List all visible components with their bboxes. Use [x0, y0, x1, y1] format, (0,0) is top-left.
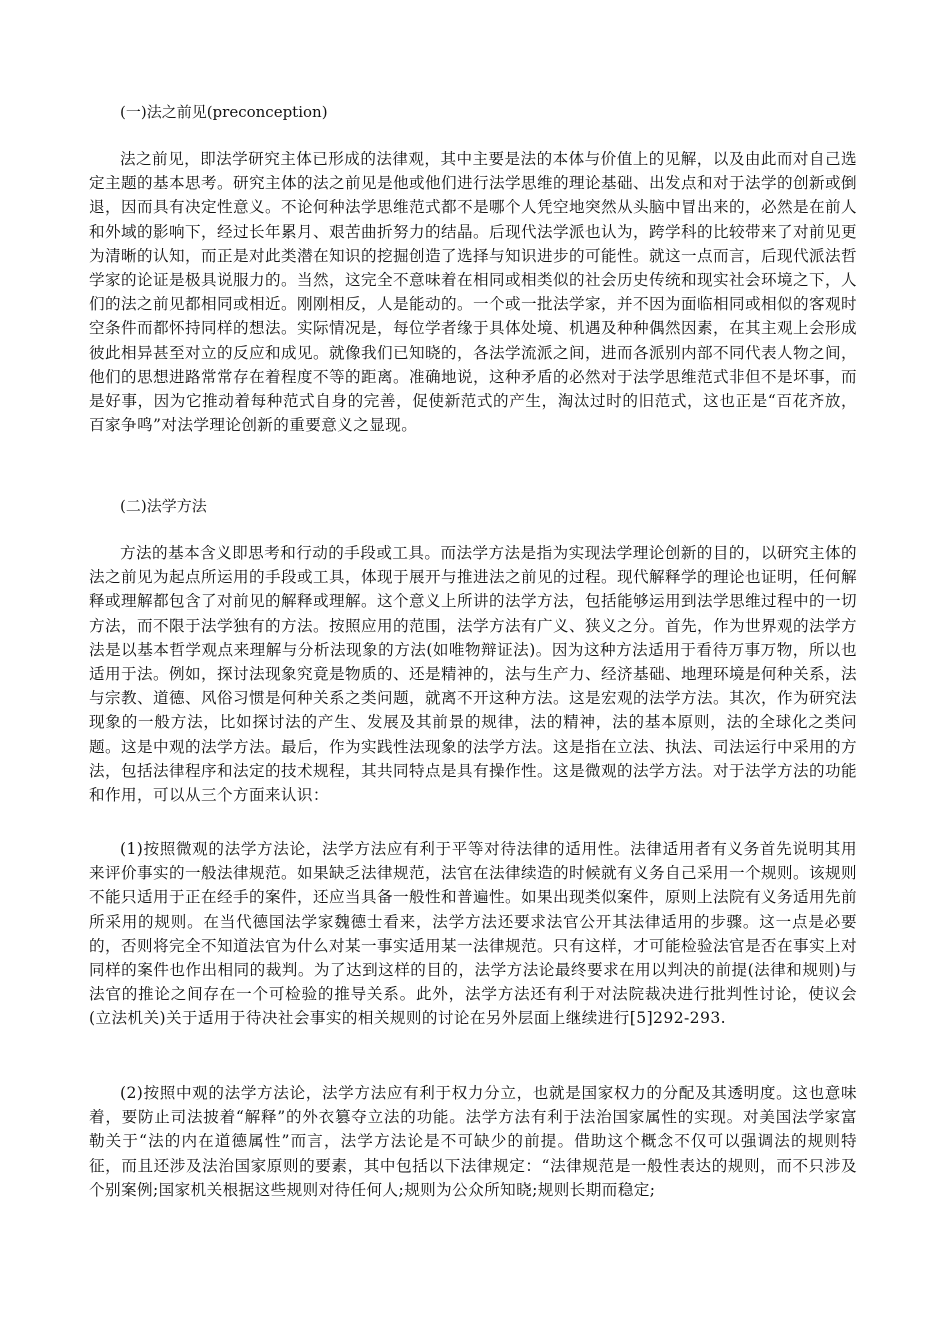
paragraph-meso-method: (2)按照中观的法学方法论，法学方法应有利于权力分立，也就是国家权力的分配及其透明度。这也意味着，要防止司法披着“解释”的外衣篡夺立法的功能。法学方法有利于法治国家属性的实现。对美国法学家富勒关于“法的内在道德属性”而言，法学方法论是不可缺少的前提。借助这个概念不仅可以强调法的规则特征，而且还涉及法治国家原则的要素，其中包括以下法律规定：“法律规范是一般性表达的规则，而不只涉及个别案例;国家机关根据这些规则对待任何人;规则为公众所知晓;规则长期而稳定; [89, 1084, 857, 1199]
paragraph-legal-method: 方法的基本含义即思考和行动的手段或工具。而法学方法是指为实现法学理论创新的目的，以研究主体的法之前见为起点所运用的手段或工具，体现于展开与推进法之前见的过程。现代解释学的理论也证明，任何解释或理解都包含了对前见的解释或理解。这个意义上所讲的法学方法，包括能够运用到法学思维过程中的一切方法，而不限于法学独有的方法。按照应用的范围，法学方法有广义、狭义之分。首先，作为世界观的法学方法是以基本哲学观点来理解与分析法现象的方法(如唯物辩证法)。因为这种方法适用于看待万事万物，所以也适用于法。例如，探讨法现象究竟是物质的、还是精神的，法与生产力、经济基础、地理环境是何种关系，法与宗教、道德、风俗习惯是何种关系之类问题，就离不开这种方法。这是宏观的法学方法。其次，作为研究法现象的一般方法，比如探讨法的产生、发展及其前景的规律，法的精神，法的基本原则，法的全球化之类问题。这是中观的法学方法。最后，作为实践性法现象的法学方法。这是指在立法、执法、司法运行中采用的方法，包括法律程序和法定的技术规程，其共同特点是具有操作性。这是微观的法学方法。对于法学方法的功能和作用，可以从三个方面来认识： [89, 544, 857, 805]
section-heading-preconception: (一)法之前见(preconception) [120, 103, 328, 121]
section-heading-legal-method: (二)法学方法 [120, 497, 207, 515]
paragraph-micro-method: (1)按照微观的法学方法论，法学方法应有利于平等对待法律的适用性。法律适用者有义务首先说明其用来评价事实的一般法律规范。如果缺乏法律规范，法官在法律续造的时候就有义务自己采用一个规则。该规则不能只适用于正在经手的案件，还应当具备一般性和普遍性。如果出现类似案件，原则上法院有义务适用先前所采用的规则。在当代德国法学家魏德士看来，法学方法还要求法官公开其法律适用的步骤。这一点是必要的，否则将完全不知道法官为什么对某一事实适用某一法律规范。只有这样，才可能检验法官是否在事实上对同样的案件也作出相同的裁判。为了达到这样的目的，法学方法论最终要求在用以判决的前提(法律和规则)与法官的推论之间存在一个可检验的推导关系。此外，法学方法还有利于对法院裁决进行批判性讨论，使议会(立法机关)关于适用于待决社会事实的相关规则的讨论在另外层面上继续进行[5]292-293. [89, 840, 857, 1028]
paragraph-preconception: 法之前见，即法学研究主体已形成的法律观，其中主要是法的本体与价值上的见解，以及由此而对自己选定主题的基本思考。研究主体的法之前见是他或他们进行法学思维的理论基础、出发点和对于法学的创新或倒退，因而具有决定性意义。不论何种法学思维范式都不是哪个人凭空地突然从头脑中冒出来的，必然是在前人和外域的影响下，经过长年累月、艰苦曲折努力的结晶。后现代法学派也认为，跨学科的比较带来了对前见更为清晰的认知，而正是对此类潜在知识的挖掘创造了选择与知识进步的可能性。就这一点而言，后现代派法哲学家的论证是极具说服力的。当然，这完全不意味着在相同或相类似的社会历史传统和现实社会环境之下，人们的法之前见都相同或相近。刚刚相反，人是能动的。一个或一批法学家，并不因为面临相同或相似的客观时空条件而都怀持同样的想法。实际情况是，每位学者缘于具体处境、机遇及种种偶然因素，在其主观上会形成彼此相异甚至对立的反应和成见。就像我们已知晓的，各法学流派之间，进而各派别内部不同代表人物之间，他们的思想进路常常存在着程度不等的距离。准确地说，这种矛盾的必然对于法学思维范式非但不是坏事，而是好事，因为它推动着每种范式自身的完善，促使新范式的产生，淘汰过时的旧范式，这也正是“百花齐放，百家争鸣”对法学理论创新的重要意义之显现。 [89, 150, 857, 435]
